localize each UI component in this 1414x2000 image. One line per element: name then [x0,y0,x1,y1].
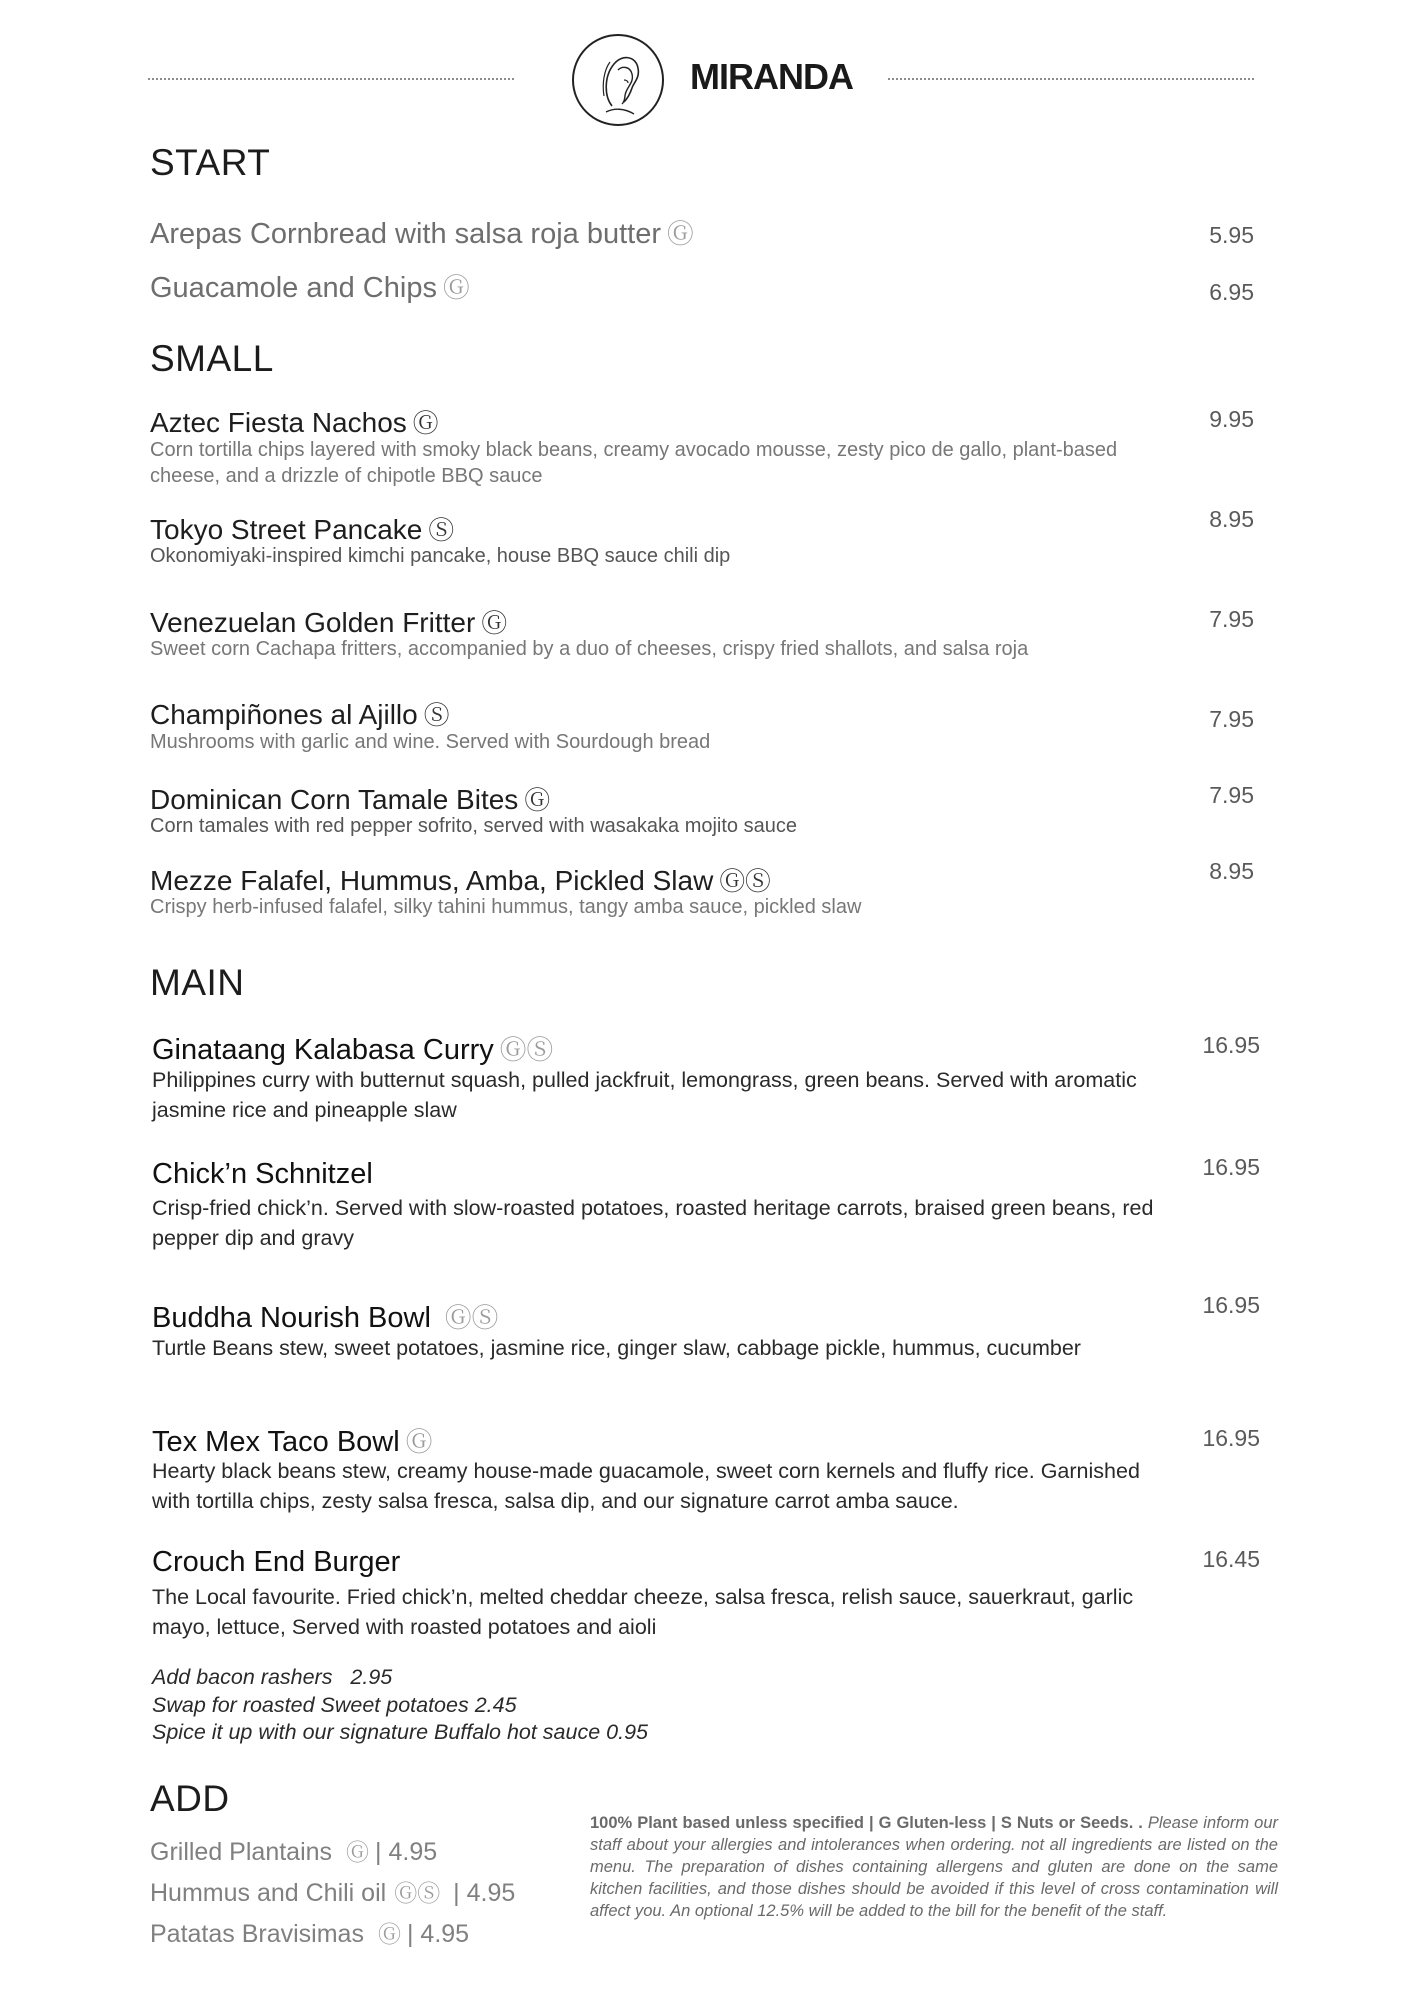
menu-item-description: Mushrooms with garlic and wine. Served with Sourdough bread [150,731,711,753]
allergen-badge: ⒼⓈ [719,868,771,896]
menu-item-price: 5.95 [1209,222,1254,248]
item-name-text: Dominican Corn Tamale Bites [150,784,519,815]
header-divider-right [888,78,1254,80]
item-name-text: Chick’n Schnitzel [152,1158,373,1190]
menu-item-description: The Local favourite. Fried chick’n, melted cheddar cheeze, salsa fresca, relish sauce, sauerkraut, garlic mayo, lettuce, Served with roasted potatoes and aioli [152,1585,1134,1639]
menu-item-price: 7.95 [1209,606,1254,632]
allergen-badge: Ⓖ [412,410,439,438]
menu-item-description: Crisp-fried chick’n. Served with slow-roasted potatoes, roasted heritage carrots, braised green beans, red pepper dip and gravy [152,1196,1154,1250]
note-body: Please inform our staff about your allergies and intolerances when ordering. not all ingredients are listed on the menu. The preparation of dishes containing allergens and gluten are done on the same kitchen facilities, and those dishes should be avoided if this level of cross contamination will affect you. An optional 12.5% will be added to the bill for the benefit of the staff. [590,1814,1278,1920]
menu-item-price: 16.95 [1202,1425,1260,1451]
menu-item-price: 8.95 [1209,506,1254,532]
side-item-price: | 4.95 [446,1879,516,1907]
item-name-text: Guacamole and Chips [150,272,437,304]
menu-item-price: 9.95 [1209,406,1254,432]
menu-item-description: Hearty black beans stew, creamy house-made guacamole, sweet corn kernels and fluffy rice. Garnished with tortilla chips, zesty salsa fresca, salsa dip, and our signature carrot amba sauce. [152,1459,1140,1513]
menu-item-name [152,1296,498,1335]
item-name-text: Mezze Falafel, Hummus, Amba, Pickled Slaw [150,865,714,896]
menu-item-name [150,510,454,547]
menu-item-price: 16.95 [1202,1154,1260,1180]
extra-option: Spice it up with our signature Buffalo hot sauce 0.95 [152,1720,649,1744]
side-item [150,1875,515,1908]
side-item-price: | 4.95 [406,1920,470,1948]
item-name-text: Buddha Nourish Bowl [152,1302,431,1334]
menu-item-name [152,1028,553,1067]
menu-item-description: Turtle Beans stew, sweet potatoes, jasmine rice, ginger slaw, cabbage pickle, hummus, cucumber [152,1336,1081,1360]
menu-item-description: Corn tamales with red pepper sofrito, served with wasakaka mojito sauce [150,815,797,837]
allergen-badge: ⒼⓈ [444,1303,499,1333]
allergen-badge: Ⓢ [428,517,455,545]
menu-item-name [150,212,694,251]
extra-option: Add bacon rashers 2.95 [152,1665,393,1689]
allergen-badge: Ⓖ [442,273,470,303]
menu-item-name [152,1420,432,1459]
menu-item-description: Crispy herb-infused falafel, silky tahini hummus, tangy amba sauce, pickled slaw [150,896,862,918]
item-name-text: Aztec Fiesta Nachos [150,407,407,438]
menu-item-name [152,1158,379,1191]
menu-item-name [150,266,470,305]
allergen-note [590,1812,1278,1922]
menu-item-name [150,861,771,898]
menu-item-price: 16.95 [1202,1292,1260,1318]
item-name-text: Crouch End Burger [152,1546,401,1578]
allergen-badge: ⒼⓈ [394,1880,441,1906]
menu-item-description: Corn tortilla chips layered with smoky black beans, creamy avocado mousse, zesty pico de gallo, plant-based cheese, and a drizzle of chipotle BBQ sauce [150,439,1118,487]
section-title-start: START [150,142,271,183]
menu-item-name [150,403,439,440]
item-name-text: Patatas Bravisimas [150,1920,364,1948]
section-title-main: MAIN [150,962,245,1003]
section-title-small: SMALL [150,338,274,379]
allergen-badge: Ⓖ [481,610,508,638]
side-item [150,1916,469,1949]
allergen-badge: Ⓖ [346,1839,370,1865]
section-title-add: ADD [150,1778,230,1819]
menu-item-description: Okonomiyaki-inspired kimchi pancake, house BBQ sauce chili dip [150,545,731,567]
allergen-badge: ⒼⓈ [499,1035,554,1065]
menu-item-price: 16.45 [1202,1546,1260,1572]
side-item-price: | 4.95 [375,1838,438,1866]
side-item [150,1834,437,1867]
menu-item-price: 6.95 [1209,279,1254,305]
menu-item-description: Philippines curry with butternut squash, pulled jackfruit, lemongrass, green beans. Served with aromatic jasmine rice and pineapple slaw [152,1068,1137,1122]
item-name-text: Tex Mex Taco Bowl [152,1426,400,1458]
item-name-text: Arepas Cornbread with salsa roja butter [150,218,661,250]
menu-item-description: Sweet corn Cachapa fritters, accompanied by a duo of cheeses, crispy fried shallots, and salsa roja [150,638,1029,660]
menu-item-price: 7.95 [1209,782,1254,808]
header-divider-left [148,78,514,80]
note-heading: 100% Plant based unless specified | G Gluten-less | S Nuts or Seeds. . [590,1814,1143,1832]
item-name-text: Tokyo Street Pancake [150,514,423,545]
allergen-badge: Ⓖ [666,219,694,249]
menu-item-name [152,1546,406,1579]
woman-face-line-art-icon [572,34,664,126]
menu-item-name [150,695,449,732]
allergen-badge: Ⓖ [377,1921,401,1947]
menu-item-price: 7.95 [1209,706,1254,732]
allergen-badge: Ⓖ [524,787,551,815]
item-name-text: Grilled Plantains [150,1838,333,1866]
menu-item-name [150,603,507,640]
extra-option: Swap for roasted Sweet potatoes 2.45 [152,1692,517,1717]
menu-item-price: 16.95 [1202,1032,1260,1058]
item-name-text: Venezuelan Golden Fritter [150,607,476,638]
item-name-text: Hummus and Chili oil [150,1879,387,1907]
restaurant-name: MIRANDA [690,56,853,97]
menu-item-price: 8.95 [1209,858,1254,884]
item-name-text: Ginataang Kalabasa Curry [152,1034,494,1066]
logo-drawing [574,36,662,124]
extras-list [152,1664,648,1747]
item-name-text: Champiñones al Ajillo [150,699,418,730]
menu-item-name [150,780,550,817]
allergen-badge: Ⓖ [405,1427,433,1457]
allergen-badge: Ⓢ [423,702,450,730]
